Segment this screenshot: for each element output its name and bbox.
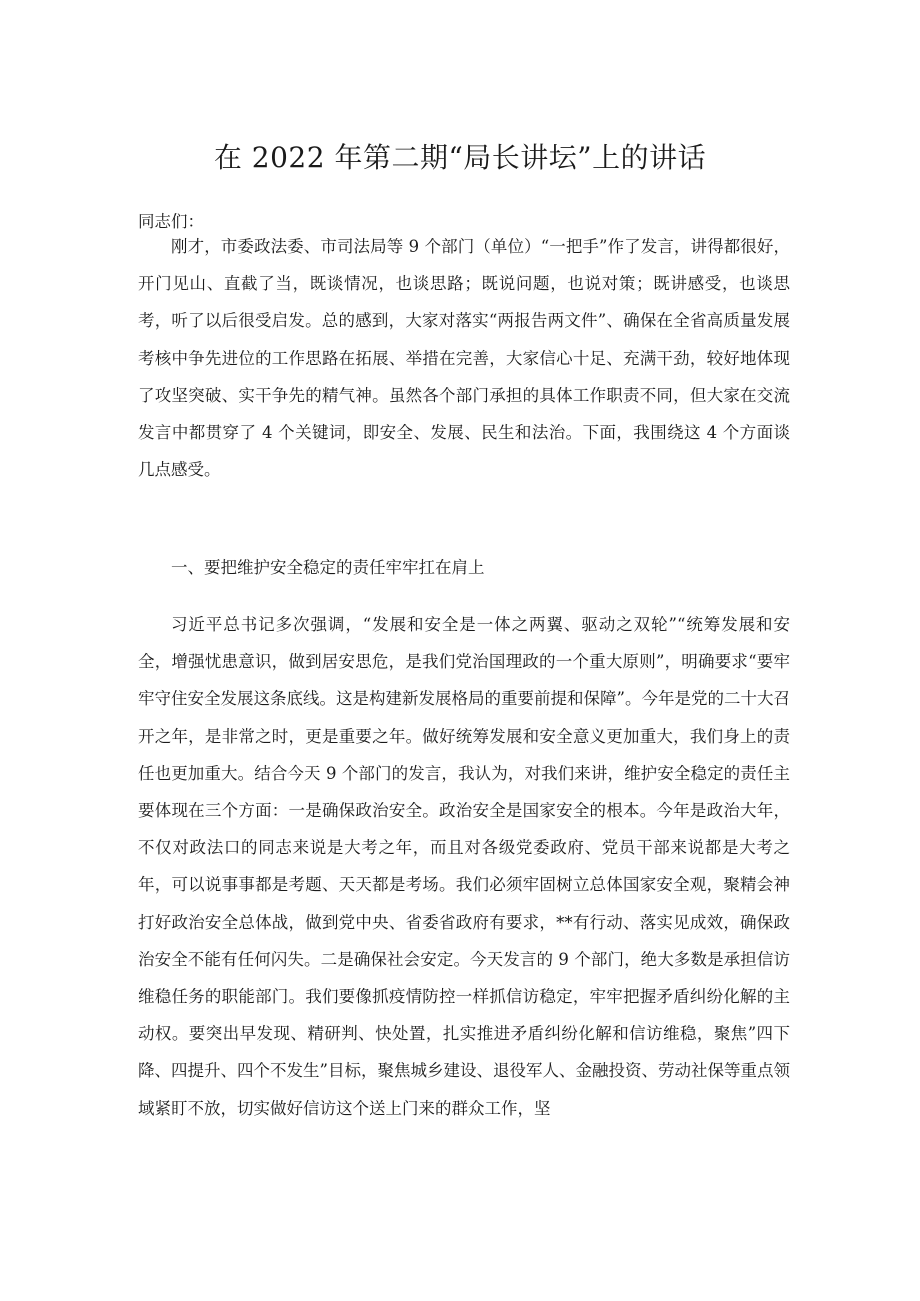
document-title: 在 2022 年第二期“局长讲坛”上的讲话 (213, 141, 707, 174)
section-paragraph: 习近平总书记多次强调，“发展和安全是一体之两翼、驱动之双轮”“统筹发展和安全，增强忧患意识，做到居安思危，是我们党治国理政的一个重大原则”，明确要求“要牢牢守住安全发展这条底线。这是构建新发展格局的重要前提和保障”。今年是党的二十大召开之年，是非常之时，更是重要之年。做好统筹发展和安全意义更加重大，我们身上的责任也更加重大。结合今天 9 个部门的发言，我认为，对我们来讲，维护安全稳定的责任主要体现在三个方面：一是确保政治安全。政治安全是国家安全的根本。今年是政治大年，不仅对政法口的同志来说是大考之年，而且对各级党委政府、党员干部来说都是大考之年，可以说事事都是考题、天天都是考场。我们必须牢固树立总体国家安全观，聚精会神打好政治安全总体战，做到党中央、省委省政府有要求，**有行动、落实见成效，确保政治安全不能有任何闪失。二是确保社会安定。今天发言的 9 个部门，绝大多数是承担信访维稳任务的职能部门。我们要像抓疫情防控一样抓信访稳定，牢牢把握矛盾纠纷化解的主动权。要突出早发现、精研判、快处置，扎实推进矛盾纠纷化解和信访维稳，聚焦”四下降、四提升、四个不发生”目标，聚焦城乡建设、退役军人、金融投资、劳动社保等重点领域紧盯不放，切实做好信访这个送上门来的群众工作，坚 (138, 615, 790, 1118)
salutation: 同志们： (138, 212, 204, 231)
section-heading: 一、要把维护安全稳定的责任牢牢扛在肩上 (171, 558, 485, 577)
opening-paragraph: 刚才，市委政法委、市司法局等 9 个部门（单位）“一把手”作了发言，讲得都很好，开门见山、直截了当，既谈情况，也谈思路；既说问题，也说对策；既讲感受，也谈思考，听了以后很受启发。总的感到，大家对落实“两报告两文件”、确保在全省高质量发展考核中争先进位的工作思路在拓展、举措在完善，大家信心十足、充满干劲，较好地体现了攻坚突破、实干争先的精气神。虽然各个部门承担的具体工作职责不同，但大家在交流发言中都贯穿了 4 个关键词，即安全、发展、民生和法治。下面，我围绕这 4 个方面谈几点感受。 (138, 237, 790, 480)
